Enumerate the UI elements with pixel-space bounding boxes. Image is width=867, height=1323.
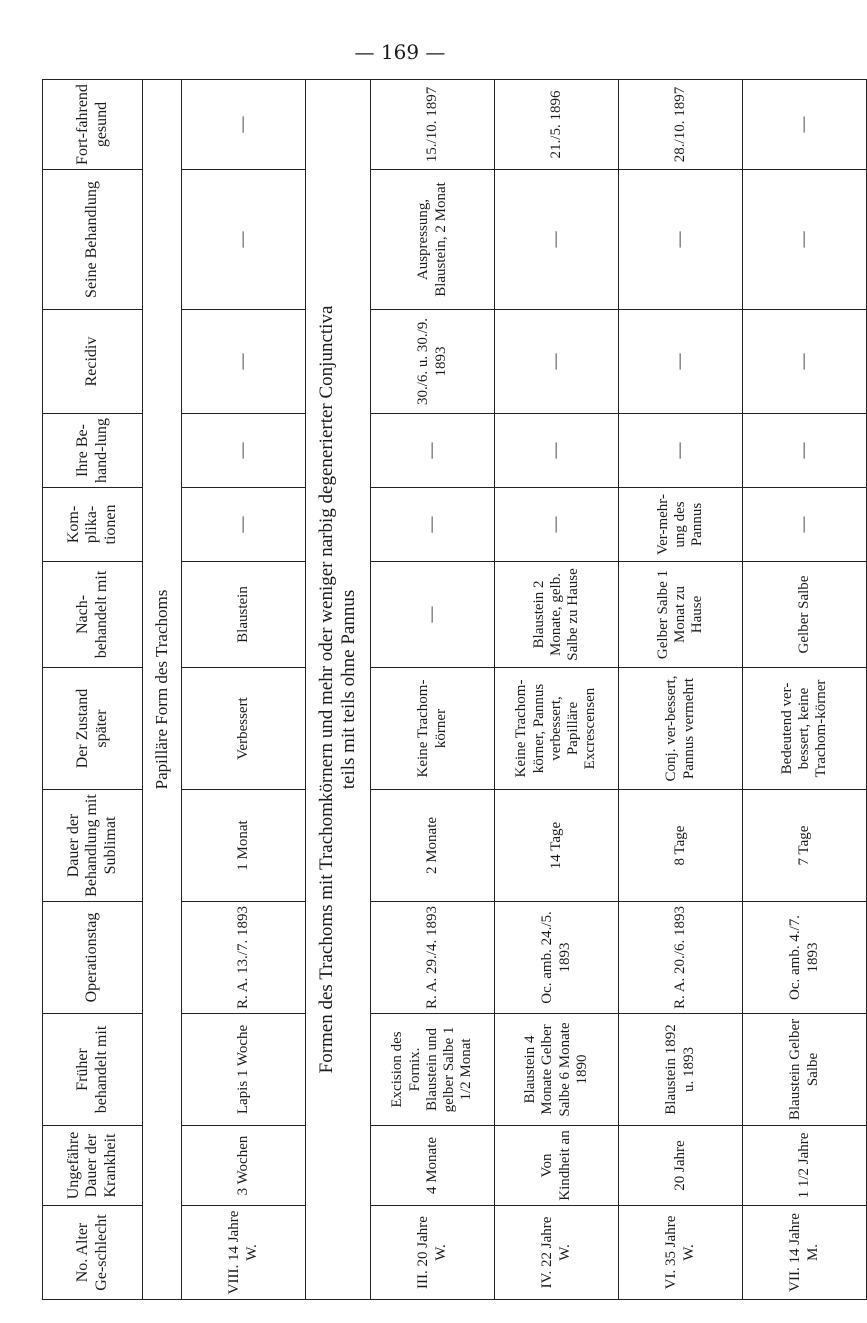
table-cell: III. 20 Jahre W. (371, 1206, 495, 1300)
col-header-previous-treatment: Früher behandelt mit (43, 1014, 143, 1126)
table-cell: Conj. ver-bessert, Pannus vermehrt (619, 668, 743, 790)
table-cell: — (182, 414, 306, 488)
table-cell: — (619, 170, 743, 310)
table-cell: — (619, 414, 743, 488)
table-cell: Blaustein 1892 u. 1893 (619, 1014, 743, 1126)
col-header-continuing-healthy: Fort-fahrend gesund (43, 80, 143, 170)
table-cell: R. A. 29./4. 1893 (371, 902, 495, 1014)
col-header-relapse-treatment: Seine Behandlung (43, 170, 143, 310)
table-cell: Blaustein 4 Monate Gelber Salbe 6 Monate 1890 (495, 1014, 619, 1126)
col-header-later-condition: Der Zustand später (43, 668, 143, 790)
table-cell: — (182, 310, 306, 414)
table-cell: Excision des Fornix. Blaustein und gelber Salbe 1 1/2 Monat (371, 1014, 495, 1126)
table-row (371, 80, 495, 1300)
page-number: — 169 — (354, 40, 446, 64)
table-cell: Lapis 1 Woche (182, 1014, 306, 1126)
table-cell: — (495, 170, 619, 310)
table-cell: 8 Tage (619, 790, 743, 902)
table-cell: Oc. amb. 4./7. 1893 (743, 902, 867, 1014)
table-cell: Blaustein 2 Monate, gelb. Salbe zu Hause (495, 562, 619, 668)
table-row (619, 80, 743, 1300)
table-cell: — (743, 414, 867, 488)
table-row (182, 80, 306, 1300)
table-cell: R. A. 13./7. 1893 (182, 902, 306, 1014)
table-cell: — (495, 488, 619, 562)
table-cell: 1 1/2 Jahre (743, 1126, 867, 1206)
table-cell: 20 Jahre (619, 1126, 743, 1206)
table-cell: Bedeutend ver-bessert, keine Trachom-körner (743, 668, 867, 790)
table-cell: — (495, 414, 619, 488)
table-cell: Gelber Salbe (743, 562, 867, 668)
table-cell: 2 Monate (371, 790, 495, 902)
table-cell: — (619, 310, 743, 414)
table-cell: — (743, 80, 867, 170)
col-header-operation-day: Operationstag (43, 902, 143, 1014)
table-cell: — (743, 488, 867, 562)
section-row-papillary (143, 80, 182, 1300)
table-cell: Ver-mehr-ung des Pannus (619, 488, 743, 562)
table-cell: IV. 22 Jahre W. (495, 1206, 619, 1300)
table-cell: — (182, 488, 306, 562)
table-cell: — (743, 310, 867, 414)
table-cell: — (182, 170, 306, 310)
table-cell: 15./10. 1897 (371, 80, 495, 170)
table-cell: 4 Monate (371, 1126, 495, 1206)
table-cell: 30./6. u. 30./9. 1893 (371, 310, 495, 414)
table-cell: 21./5. 1896 (495, 80, 619, 170)
table-cell: Keine Trachom-körner, Pannus verbessert, Papilläre Excrescensen (495, 668, 619, 790)
table-cell: — (182, 80, 306, 170)
header-row (43, 80, 143, 1300)
col-header-complications: Kom-plika-tionen (43, 488, 143, 562)
table-cell: — (743, 170, 867, 310)
table-cell: R. A. 20./6. 1893 (619, 902, 743, 1014)
table-cell: Blaustein (182, 562, 306, 668)
table-row (743, 80, 867, 1300)
table-cell: 1 Monat (182, 790, 306, 902)
table-cell: VI. 35 Jahre W. (619, 1206, 743, 1300)
table-row (495, 80, 619, 1300)
table-stage (42, 80, 830, 1300)
table-cell: — (371, 414, 495, 488)
table-cell: Verbessert (182, 668, 306, 790)
table-cell: Auspressung, Blaustein, 2 Monat (371, 170, 495, 310)
table-cell: — (371, 562, 495, 668)
trachoma-case-table (42, 79, 867, 1300)
table-cell: VIII. 14 Jahre W. (182, 1206, 306, 1300)
section-label-mixed (306, 80, 371, 1300)
section-row-mixed (306, 80, 371, 1300)
table-cell: 7 Tage (743, 790, 867, 902)
section-label-mixed-line2: teils mit teils ohne Pannus (338, 589, 359, 790)
table-cell: VII. 14 Jahre M. (743, 1206, 867, 1300)
table-cell: — (371, 488, 495, 562)
col-header-no-age-sex: No. Alter Ge-schlecht (43, 1206, 143, 1300)
section-label-mixed-line1: Formen des Trachoms mit Trachomkörnern und mehr oder weniger narbig degenerierter Conjunctiva (316, 305, 338, 1074)
table-cell: 3 Wochen (182, 1126, 306, 1206)
table-cell: Oc. amb. 24./5. 1893 (495, 902, 619, 1014)
table-cell: 28./10. 1897 (619, 80, 743, 170)
table-cell: Blaustein Gelber Salbe (743, 1014, 867, 1126)
table-cell: — (495, 310, 619, 414)
col-header-aftertreatment: Nach-behandelt mit (43, 562, 143, 668)
section-label-papillary: Papilläre Form des Trachoms (143, 80, 182, 1300)
col-header-relapse: Recidiv (43, 310, 143, 414)
table-cell: 14 Tage (495, 790, 619, 902)
table-cell: Von Kindheit an (495, 1126, 619, 1206)
rotated-table-wrapper (42, 80, 830, 1300)
col-header-sublimate-duration: Dauer der Behandlung mit Sublimat (43, 790, 143, 902)
table-cell: Gelber Salbe 1 Monat zu Hause (619, 562, 743, 668)
table-cell: Keine Trachom-körner (371, 668, 495, 790)
col-header-their-treatment: Ihre Be-hand-lung (43, 414, 143, 488)
col-header-duration: Ungefähre Dauer der Krankheit (43, 1126, 143, 1206)
